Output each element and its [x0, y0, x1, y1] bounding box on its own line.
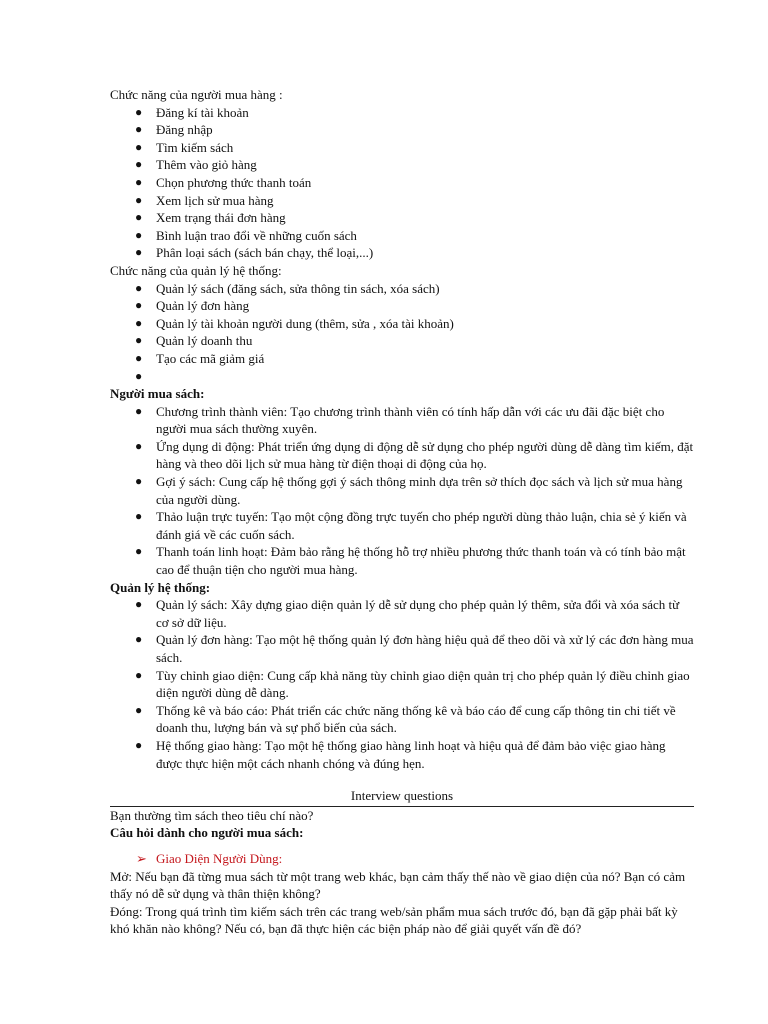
bullet-icon: ●: [135, 350, 143, 365]
bullet-text: Quản lý tài khoản người dung (thêm, sửa , xóa tài khoản): [156, 315, 454, 331]
interview-question-line: Bạn thường tìm sách theo tiêu chí nào?: [110, 807, 314, 823]
bullet-item: [110, 209, 694, 227]
bullet-text: Đăng nhập: [156, 122, 213, 138]
admin-section-list: [110, 596, 694, 772]
bullet-item: [110, 368, 694, 386]
bullet-icon: ●: [135, 474, 143, 489]
bullet-icon: ●: [135, 632, 143, 647]
bullet-item: [110, 631, 694, 666]
bullet-item: [110, 104, 694, 122]
bullet-icon: ●: [135, 702, 143, 717]
bullet-text: Quản lý sách: Xây dựng giao diện quản lý dễ sử dụng cho phép quản lý thêm, sửa đổi và xóa sách từ cơ sở dữ liệu.: [156, 597, 680, 630]
bullet-text: Thêm vào giỏ hàng: [156, 157, 257, 173]
bullet-item: [110, 438, 694, 473]
bullet-item: [110, 702, 694, 737]
bullet-text: Đăng kí tài khoản: [156, 104, 249, 120]
document-content: [110, 86, 694, 938]
bullet-icon: ●: [135, 403, 143, 418]
bullet-item: [110, 543, 694, 578]
bullet-icon: ●: [135, 597, 143, 612]
buyer-section-list: [110, 403, 694, 579]
bullet-icon: ●: [135, 315, 143, 330]
bullet-item: [110, 737, 694, 772]
bullet-item: [110, 508, 694, 543]
bullet-text: Hệ thống giao hàng: Tạo một hệ thống giao hàng linh hoạt và hiệu quả để đảm bảo việc giao hàng được thực hiện một cách nhanh chóng và đúng hẹn.: [156, 737, 666, 771]
bullet-icon: ●: [135, 544, 143, 559]
bullet-text: Tạo các mã giảm giá: [156, 350, 265, 366]
bullet-icon: ●: [135, 737, 143, 752]
bullet-item: [110, 350, 694, 368]
bullet-item: [110, 596, 694, 631]
open-question: Mở: Nếu bạn đã từng mua sách từ một trang web khác, bạn cảm thấy thế nào về giao diện của nó? Bạn có cảm thấy nó dễ sử dụng và thân thiện không?: [110, 868, 686, 902]
bullet-icon: ●: [135, 157, 143, 172]
bullet-text: Quản lý sách (đăng sách, sửa thông tin sách, xóa sách): [156, 280, 440, 296]
bullet-item: [110, 473, 694, 508]
bullet-text: Chọn phương thức thanh toán: [156, 174, 312, 190]
interview-heading: Interview questions: [350, 788, 454, 804]
bullet-icon: ●: [135, 667, 143, 682]
admin-section-title: Quản lý hệ thống:: [110, 579, 211, 595]
bullet-item: [110, 332, 694, 350]
bullet-text: Tùy chỉnh giao diện: Cung cấp khả năng tùy chỉnh giao diện quản trị cho phép quản lý điều chỉnh giao diện người dùng dễ dàng.: [156, 667, 690, 701]
bullet-item: [110, 244, 694, 262]
bullet-text: Thanh toán linh hoạt: Đảm bảo rằng hệ thống hỗ trợ nhiều phương thức thanh toán và có tính bảo mật cao để thuận tiện cho người mua hàng.: [156, 544, 686, 578]
bullet-icon: ●: [135, 227, 143, 242]
bullet-icon: ●: [135, 333, 143, 348]
bullet-text: Quản lý đơn hàng: [156, 298, 250, 314]
buyer-questions-title: Câu hỏi dành cho người mua sách:: [110, 825, 304, 841]
bullet-item: [110, 227, 694, 245]
buyer-functions-list: [110, 104, 694, 262]
bullet-icon: ●: [135, 122, 143, 137]
bullet-item: [110, 667, 694, 702]
bullet-item: [110, 121, 694, 139]
bullet-text: Xem lịch sử mua hàng: [156, 192, 274, 208]
closed-question: Đóng: Trong quá trình tìm kiếm sách trên các trang web/sản phẩm mua sách trước đó, bạn đã gặp phải bất kỳ khó khăn nào không? Nếu có, bạn đã thực hiện các biện pháp nào để giải quyết vấn đề đó?: [110, 903, 678, 937]
bullet-icon: ●: [135, 368, 143, 383]
bullet-item: [110, 280, 694, 298]
bullet-icon: ●: [135, 174, 143, 189]
buyer-functions-title: Chức năng của người mua hàng :: [110, 87, 283, 102]
bullet-icon: ●: [135, 139, 143, 154]
ui-section-label-text: Giao Diện Người Dùng:: [156, 850, 283, 866]
bullet-item: [110, 156, 694, 174]
bullet-item: [110, 297, 694, 315]
bullet-text: Gợi ý sách: Cung cấp hệ thống gợi ý sách thông minh dựa trên sở thích đọc sách và lịch sử mua hàng của người dùng.: [156, 474, 683, 507]
bullet-text: Thảo luận trực tuyến: Tạo một cộng đồng trực tuyến cho phép người dùng thảo luận, chia sẻ ý kiến và đánh giá về các cuốn sách.: [156, 509, 687, 542]
buyer-section-title: Người mua sách:: [110, 386, 205, 402]
admin-functions-title: Chức năng của quản lý hệ thống:: [110, 262, 282, 278]
bullet-text: Ứng dụng di động: Phát triển ứng dụng di động dễ sử dụng cho phép người dùng dễ dàng tìm kiếm, đặt hàng và theo dõi lịch sử mua hàng từ điện thoại di động của họ.: [156, 438, 694, 472]
bullet-text: Phân loại sách (sách bán chạy, thể loại,...): [156, 245, 374, 261]
bullet-text: Xem trạng thái đơn hàng: [156, 210, 286, 226]
arrow-bullet-icon: ➢: [136, 850, 147, 866]
bullet-text: Quản lý đơn hàng: Tạo một hệ thống quản lý đơn hàng hiệu quả để theo dõi và xử lý các đơn hàng mua sách.: [156, 632, 694, 665]
bullet-text: Tìm kiếm sách: [156, 139, 234, 155]
bullet-icon: ●: [135, 210, 143, 225]
bullet-icon: ●: [135, 192, 143, 207]
ui-section-label: [110, 850, 694, 868]
bullet-text: Thống kê và báo cáo: Phát triển các chức năng thống kê và báo cáo để cung cấp thông tin chi tiết về doanh thu, lượng bán và sự phổ biến của sách.: [156, 702, 676, 736]
bullet-icon: ●: [135, 438, 143, 453]
bullet-text: Quản lý doanh thu: [156, 333, 253, 349]
admin-functions-list: [110, 280, 694, 386]
bullet-text: Chương trình thành viên: Tạo chương trình thành viên có tính hấp dẫn với các ưu đãi đặc biệt cho người mua sách thường xuyên.: [156, 403, 665, 437]
bullet-item: [110, 192, 694, 210]
bullet-icon: ●: [135, 104, 143, 119]
bullet-item: [110, 174, 694, 192]
bullet-item: [110, 139, 694, 157]
bullet-icon: ●: [135, 298, 143, 313]
bullet-item: [110, 315, 694, 333]
bullet-item: [110, 403, 694, 438]
bullet-icon: ●: [135, 280, 143, 295]
bullet-text: Bình luận trao đổi về những cuốn sách: [156, 227, 357, 243]
bullet-icon: ●: [135, 245, 143, 260]
bullet-icon: ●: [135, 509, 143, 524]
